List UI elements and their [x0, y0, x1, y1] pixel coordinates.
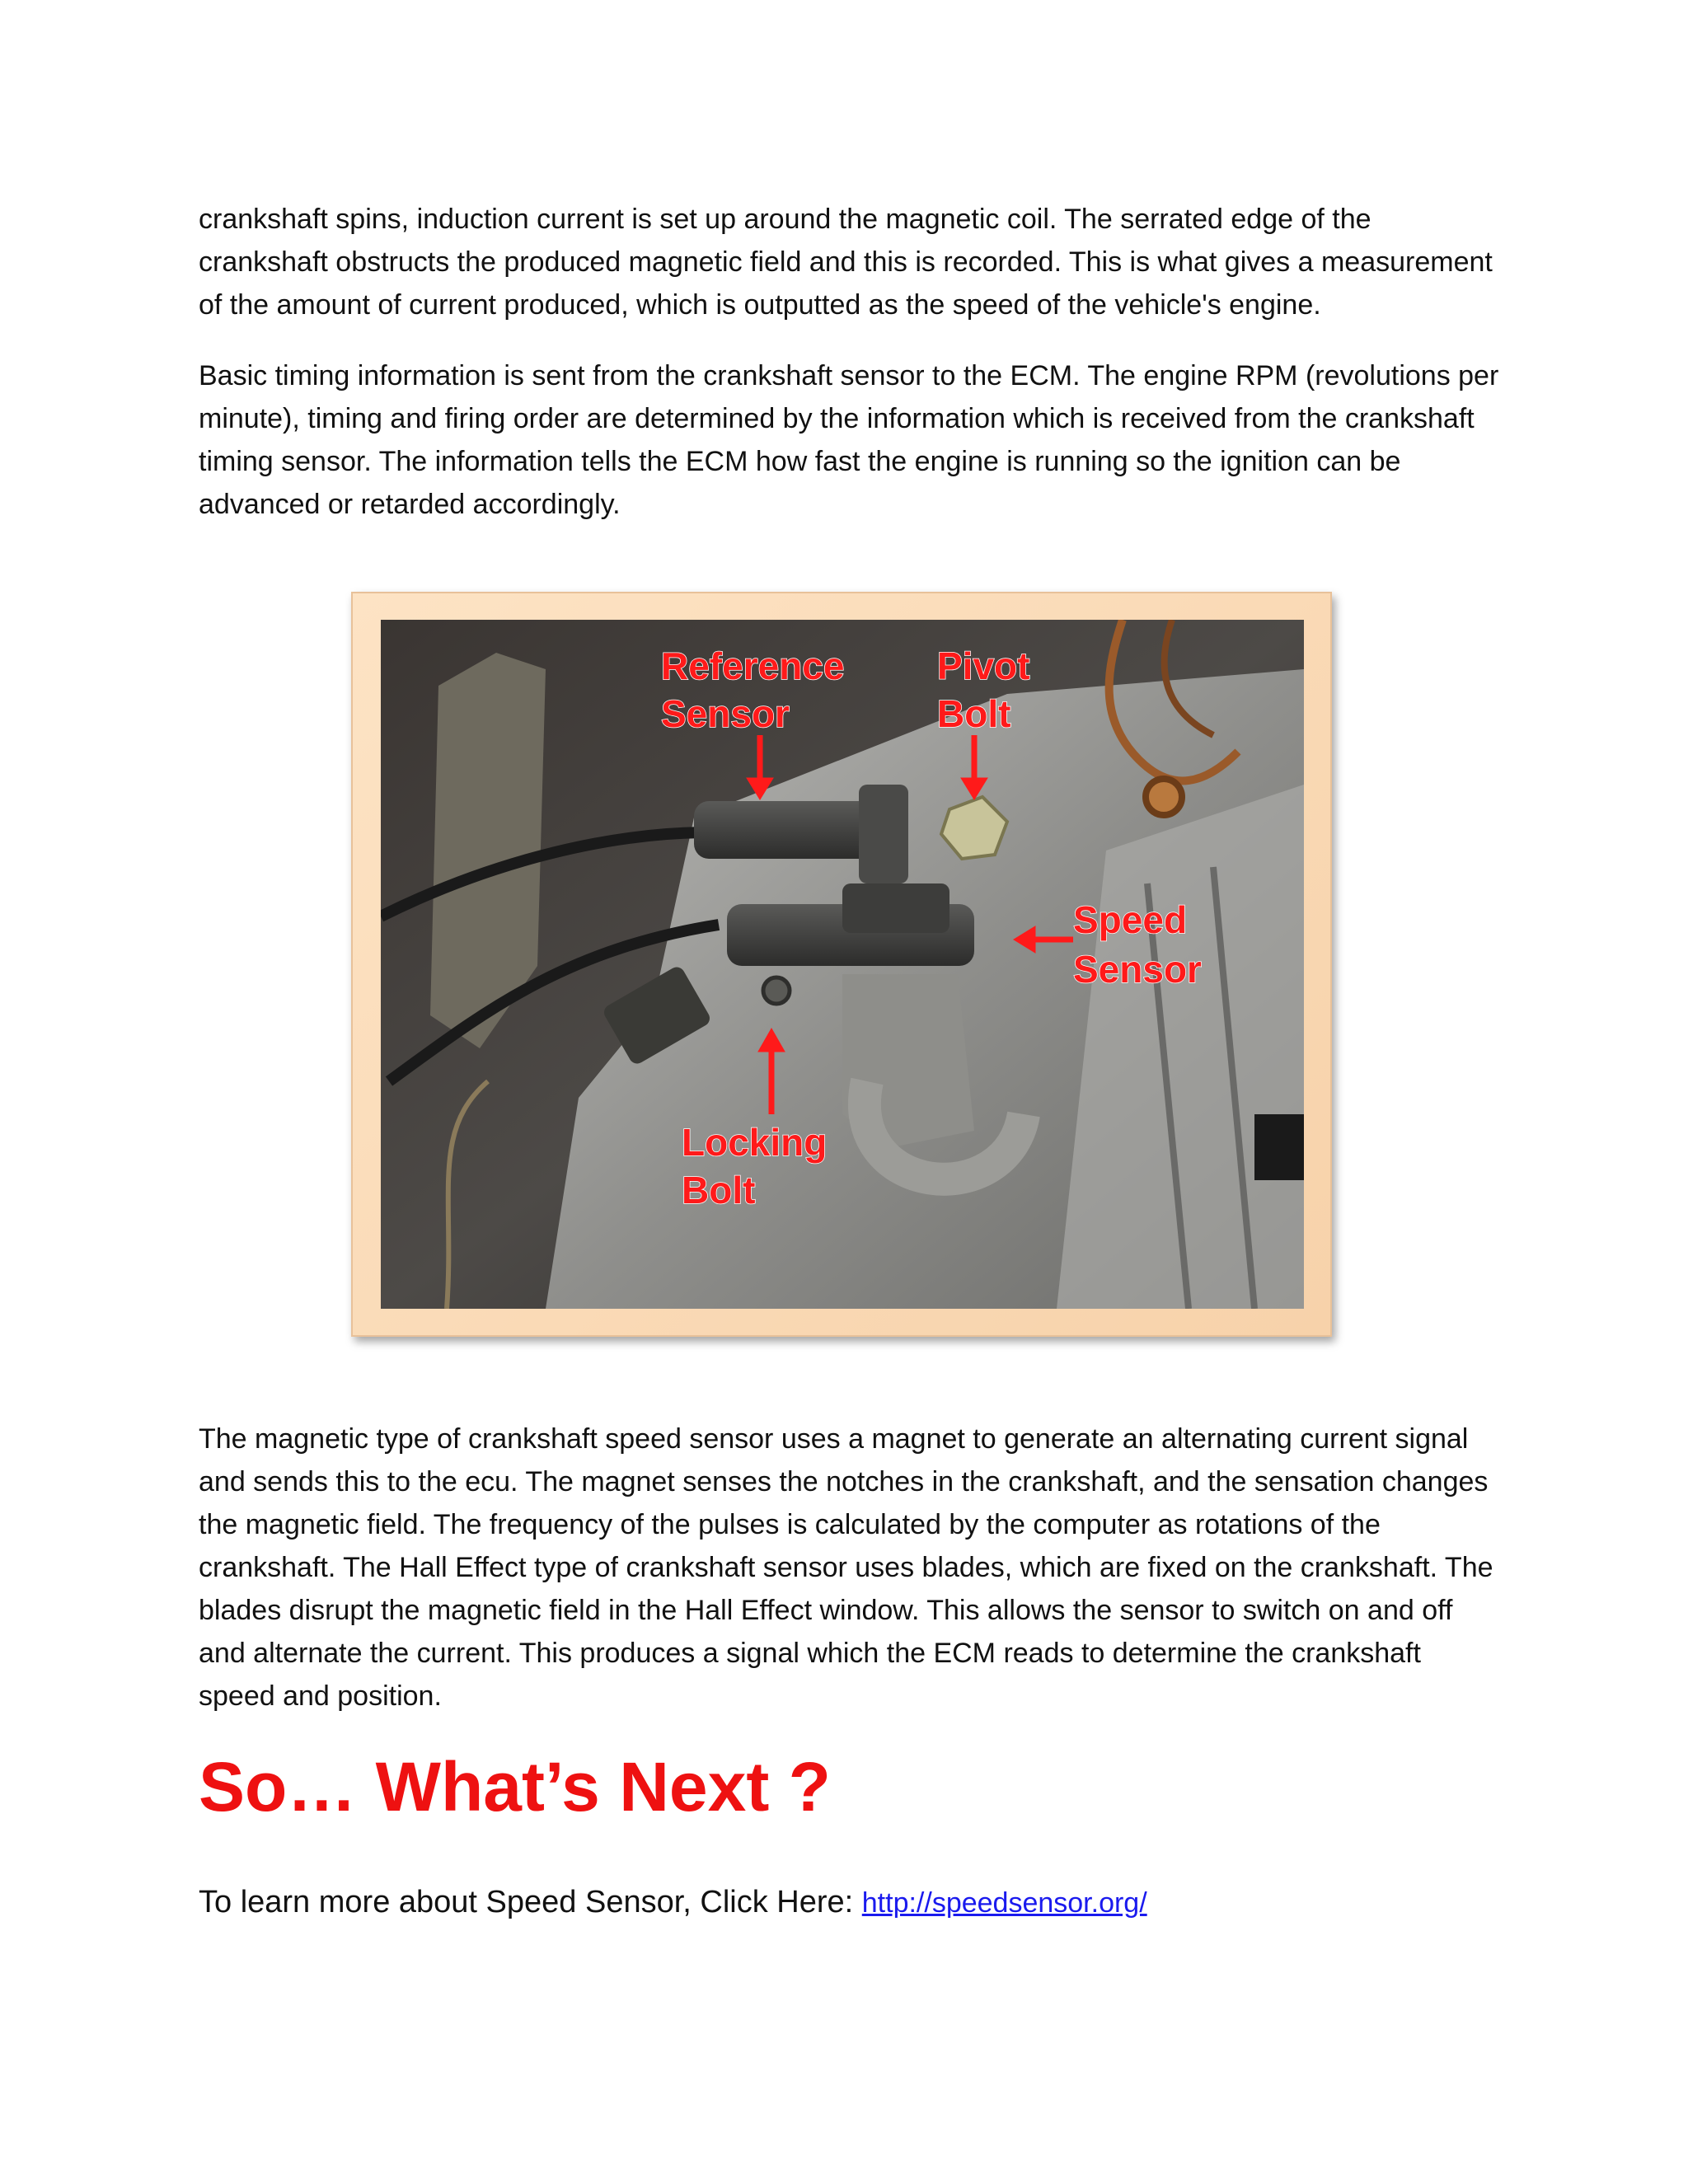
paragraph-crankshaft-induction: crankshaft spins, induction current is set up around the magnetic coil. The serrated edge of the crankshaft obstructs the produced magnetic field and this is recorded. This is what gives a measurement of the amount of current produced, which is outputted as the speed of the vehicle's engine. [199, 204, 1493, 321]
learn-more-line [199, 1879, 1147, 1926]
engine-photo-illustration [381, 620, 1304, 1309]
section-heading: So… What’s Next ? [199, 1748, 831, 1825]
paragraph-basic-timing: Basic timing information is sent from the crankshaft sensor to the ECM. The engine RPM (revolutions per minute), timing and firing order are determined by the information which is received from the crankshaft timing sensor. The information tells the ECM how fast the engine is running so the ignition can be advanced or retarded accordingly. [199, 360, 1499, 520]
learn-more-prefix: To learn more about Speed Sensor, Click Here: [199, 1885, 862, 1919]
speedsensor-link[interactable]: http://speedsensor.org/ [861, 1887, 1147, 1919]
sensor-photo-frame [351, 592, 1332, 1337]
label-pivot-1: Pivot [937, 644, 1030, 687]
locking-bolt [763, 977, 790, 1004]
label-locking-2: Bolt [682, 1169, 756, 1212]
label-pivot-2: Bolt [937, 692, 1011, 735]
paragraph-magnetic-hall-effect: The magnetic type of crankshaft speed sensor uses a magnet to generate an alternating current signal and sends this to the ecu. The magnet senses the notches in the crankshaft, and the sensation changes the magnetic field. The frequency of the pulses is calculated by the computer as rotations of the crankshaft. The Hall Effect type of crankshaft sensor uses blades, which are fixed on the crankshaft. The blades disrupt the magnetic field in the Hall Effect window. This allows the sensor to switch on and off and alternate the current. This produces a signal which the ECM reads to determine the crankshaft speed and position. [199, 1423, 1493, 1712]
label-reference-1: Reference [661, 644, 845, 687]
label-speed-1: Speed [1073, 898, 1188, 941]
reference-sensor-body [694, 801, 875, 859]
label-speed-2: Sensor [1073, 948, 1202, 991]
sensor-photo [381, 620, 1304, 1309]
label-reference-2: Sensor [661, 692, 790, 735]
label-locking-1: Locking [682, 1121, 828, 1164]
